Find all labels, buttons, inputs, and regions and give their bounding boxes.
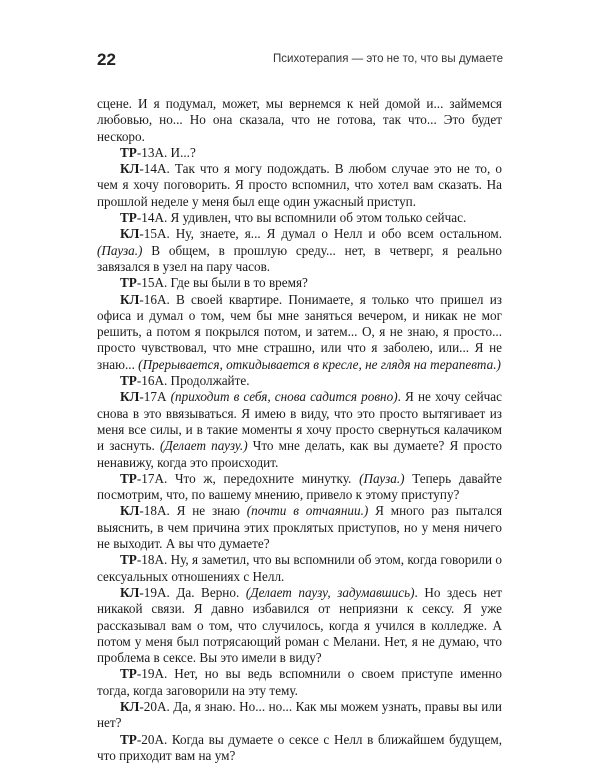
- dialogue-paragraph: [97, 373, 502, 389]
- stage-remark: (Пауза.): [359, 470, 405, 486]
- utterance-text: -15А. Ну, знаете, я... Я думал о Нелл и обо всем остальном.: [139, 226, 502, 242]
- stage-remark: (Прерывается, откидывается в кресле, не глядя на терапевта.): [138, 356, 501, 372]
- page-header: [97, 50, 503, 72]
- dialogue-paragraph: [97, 145, 502, 161]
- dialogue-paragraph: [97, 275, 502, 291]
- stage-remark: (приходит в себя, снова садится ровно): [170, 389, 398, 405]
- speaker-label: ТР: [120, 552, 137, 568]
- speaker-label: КЛ: [120, 161, 140, 177]
- dialogue-paragraph: [97, 96, 502, 145]
- stage-remark: (Делает паузу.): [159, 438, 248, 454]
- utterance-text: В общем, в прошлую среду... нет, в четверг, я реально завязался в узел на пару часов.: [97, 242, 502, 274]
- utterance-text: -18А. Я не знаю: [139, 503, 247, 519]
- utterance-text: -13А. И...?: [136, 144, 196, 160]
- dialogue-paragraph: [97, 552, 502, 585]
- speaker-label: ТР: [120, 731, 137, 747]
- utterance-text: Я много раз пытался выяснить, в чем причина этих проклятых приступов, но у меня ничего не выходит. А вы что думаете?: [97, 503, 503, 552]
- speaker-label: ТР: [120, 470, 137, 486]
- utterance-text: -18А. Ну, я заметил, что вы вспомнили об этом, когда говорили о сексуальных отношениях с Нелл.: [97, 552, 502, 584]
- utterance-text: -14А. Я удивлен, что вы вспомнили об этом только сейчас.: [136, 210, 467, 226]
- speaker-label: КЛ: [120, 291, 140, 307]
- dialogue-paragraph: [97, 471, 502, 504]
- speaker-label: КЛ: [120, 226, 140, 242]
- stage-remark: (Пауза.): [97, 242, 143, 258]
- utterance-text: . Но здесь нет никакой связи. Я давно избавился от неприязни к сексу. Я уже рассказывал вам о том, что случилось, когда я учился в колледже. А потом у меня был потрясающий роман с Мелани. Нет, я не думаю, что проблема в сексе. Вы это имели в виду?: [97, 584, 502, 666]
- utterance-text: -17А. Что ж, передохните минутку.: [136, 470, 360, 486]
- running-head: Психотерапия — это не то, что вы думаете: [273, 53, 503, 65]
- utterance-text: -20А. Когда вы думаете о сексе с Нелл в ближайшем будущем, что приходит вам на ум?: [97, 731, 502, 763]
- stage-remark: (Делает паузу, задумавшись): [245, 584, 415, 600]
- dialogue-paragraph: [97, 389, 502, 470]
- dialogue-paragraph: [97, 585, 502, 666]
- page-number: 22: [97, 50, 116, 69]
- utterance-text: Теперь давайте посмотрим, что, по вашему мнению, привело к этому приступу?: [97, 470, 502, 503]
- dialogue-paragraph: [97, 699, 502, 732]
- speaker-label: КЛ: [120, 584, 140, 600]
- speaker-label: КЛ: [120, 389, 140, 405]
- dialogue-paragraph: [97, 666, 502, 699]
- utterance-text: Что мне делать, как вы думаете? Я просто ненавижу, когда это происходит.: [97, 438, 502, 470]
- dialogue-paragraph: [97, 226, 502, 275]
- utterance-text: -19А. Нет, но вы ведь вспомнили о своем приступе именно тогда, когда заговорили на эту тему.: [97, 666, 502, 698]
- speaker-label: ТР: [120, 144, 137, 160]
- utterance-text: -19А. Да. Верно.: [139, 584, 246, 600]
- dialogue-paragraph: [97, 292, 502, 373]
- speaker-label: КЛ: [120, 698, 140, 714]
- utterance-text: сцене. И я подумал, может, мы вернемся к ней домой и... займемся любовью, но... Но она сказала, что не готова, так что... Это будет нескоро.: [97, 96, 502, 144]
- utterance-text: . Я не хочу сейчас снова в это ввязываться. Я имею в виду, что это просто вытягивает из меня все силы, и в такие моменты я хочу просто свернуться калачиком и заснуть.: [97, 389, 502, 454]
- dialogue-paragraph: [97, 732, 502, 764]
- speaker-label: ТР: [120, 210, 137, 226]
- utterance-text: -15А. Где вы были в то время?: [136, 275, 308, 291]
- utterance-text: -16А. В своей квартире. Понимаете, я только что пришел из офиса и думал о том, чем бы мне заняться вечером, и никак не мог решить, а потом я покрылся потом, и затем... О, я не знаю, я просто... просто чувствовал, что мне страшно, или что я заболею, или... Я не знаю...: [97, 291, 502, 372]
- stage-remark: (почти в отчаянии.): [246, 503, 369, 519]
- utterance-text: -14А. Так что я могу подождать. В любом случае это не то, о чем я хочу поговорить. Я просто вспомнил, что хотел вам сказать. На прошлой неделе у меня был еще один ужасный приступ.: [97, 161, 502, 209]
- utterance-text: -17А: [139, 389, 171, 405]
- speaker-label: ТР: [120, 666, 137, 682]
- utterance-text: -20А. Да, я знаю. Но... но... Как мы можем узнать, правы вы или нет?: [97, 698, 502, 731]
- dialogue-paragraph: [97, 503, 502, 552]
- speaker-label: КЛ: [120, 503, 140, 519]
- speaker-label: ТР: [120, 275, 137, 291]
- speaker-label: ТР: [120, 373, 137, 389]
- utterance-text: -16А. Продолжайте.: [136, 373, 250, 389]
- body-text: [97, 96, 502, 764]
- dialogue-paragraph: [97, 161, 502, 210]
- dialogue-paragraph: [97, 210, 502, 226]
